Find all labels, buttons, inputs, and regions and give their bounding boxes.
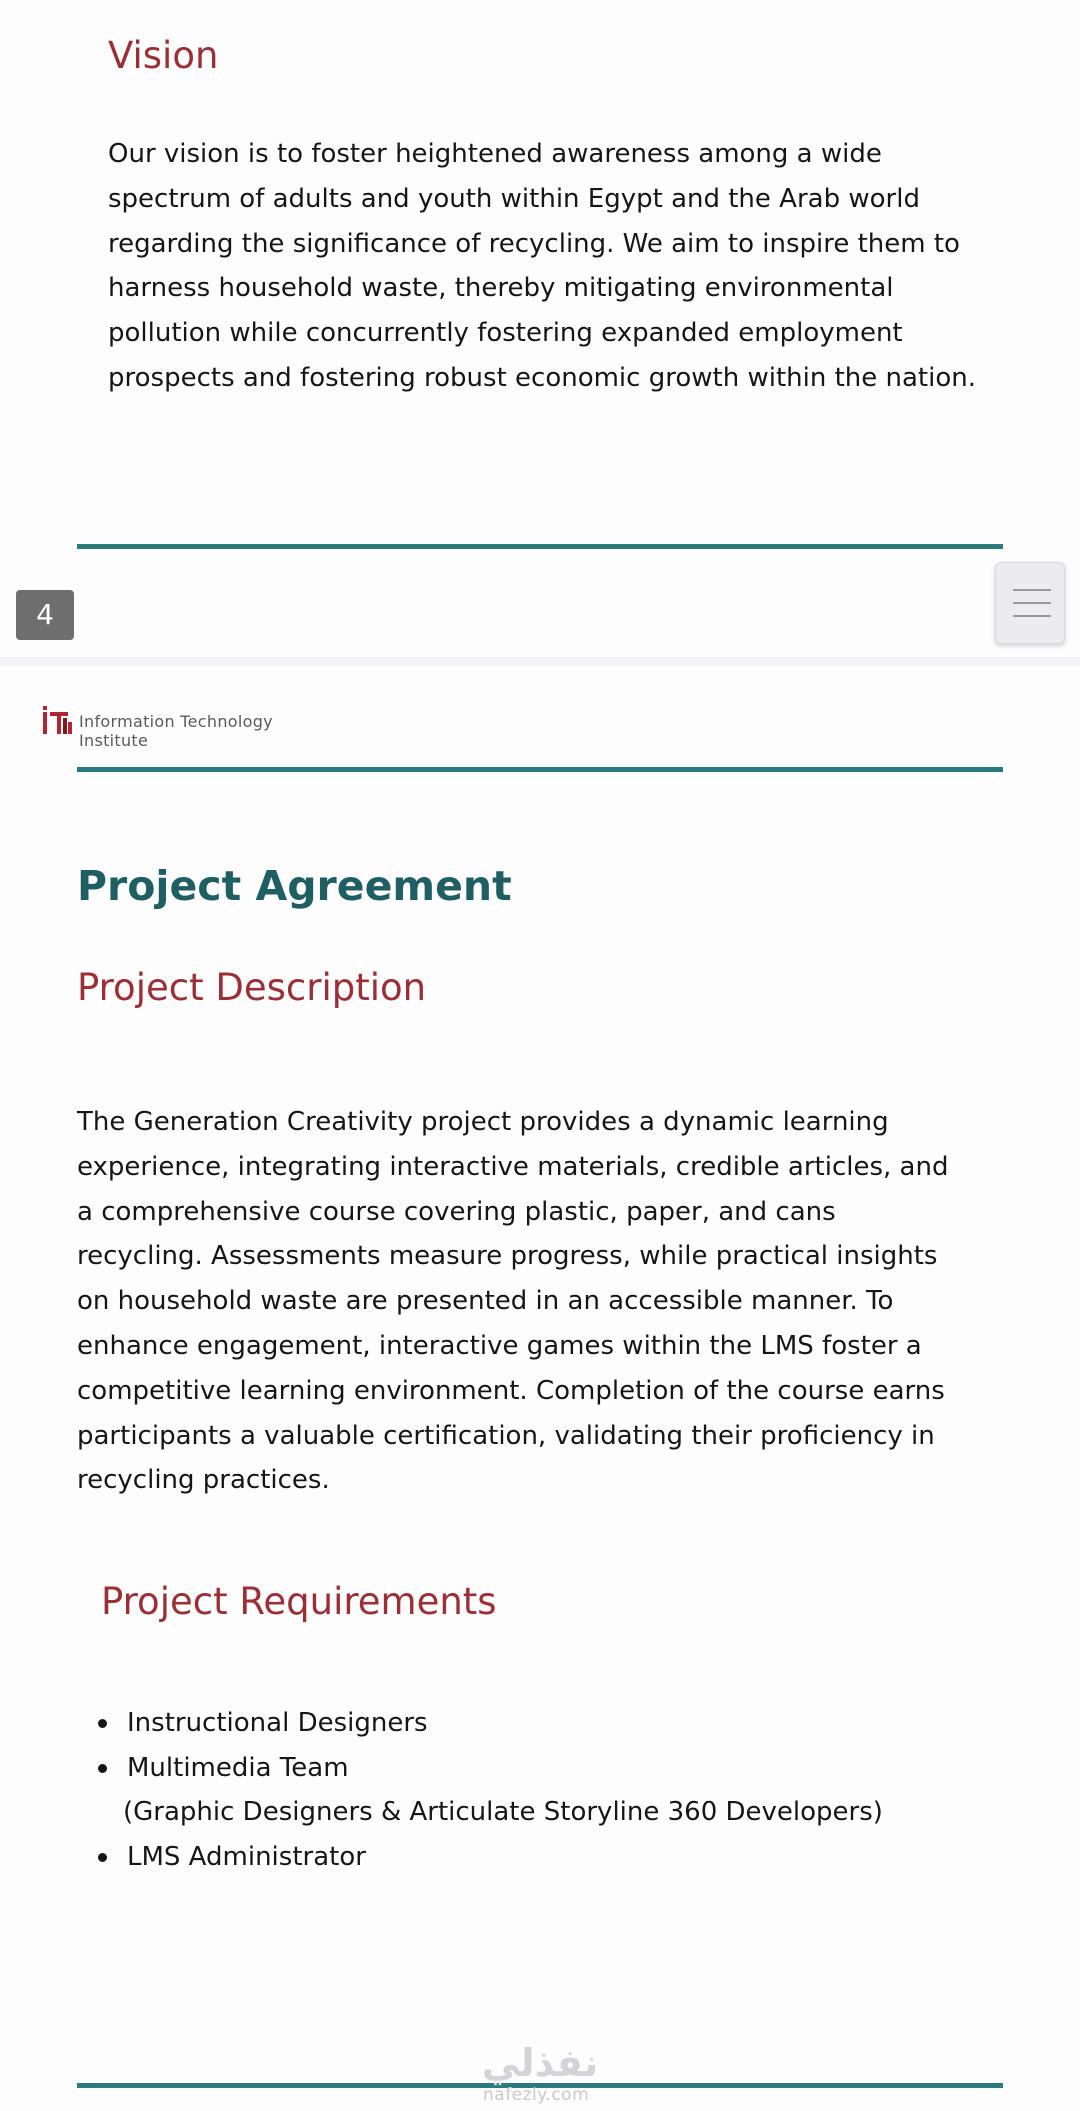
project-description-heading: Project Description <box>77 966 427 1009</box>
description-line: a comprehensive course covering plastic, paper, and cans <box>77 1196 836 1227</box>
description-line: experience, integrating interactive materials, credible articles, and <box>77 1151 949 1182</box>
page-number-badge: 4 <box>16 590 74 640</box>
logo-text-line: Information Technology <box>79 712 273 731</box>
description-line: competitive learning environment. Completion of the course earns <box>77 1375 945 1406</box>
vision-line: harness household waste, thereby mitigating environmental <box>108 273 894 304</box>
vision-heading: Vision <box>108 34 219 77</box>
page-header-rule <box>77 767 1003 772</box>
list-item-note: (Graphic Designers & Articulate Storyline 360 Developers) <box>123 1797 883 1827</box>
description-line: on household waste are presented in an accessible manner. To <box>77 1286 894 1317</box>
hamburger-icon-line <box>1013 589 1051 591</box>
menu-button[interactable] <box>995 562 1065 644</box>
list-item: Instructional Designers <box>90 1701 883 1746</box>
vision-line: prospects and fostering robust economic growth within the nation. <box>108 362 976 393</box>
watermark-arabic: نفذلي <box>481 2041 599 2085</box>
list-item: LMS Administrator <box>90 1835 883 1880</box>
vision-paragraph <box>108 132 976 401</box>
logo-text-line: Institute <box>79 731 149 750</box>
hamburger-icon-line <box>1013 602 1051 604</box>
description-line: recycling. Assessments measure progress, while practical insights <box>77 1241 938 1272</box>
description-line: The Generation Creativity project provides a dynamic learning <box>77 1107 889 1137</box>
description-line: enhance engagement, interactive games within the LMS foster a <box>77 1330 922 1361</box>
logo-text <box>79 712 273 750</box>
vision-line: regarding the significance of recycling. We aim to inspire them to <box>108 228 960 259</box>
project-requirements-heading: Project Requirements <box>101 1580 497 1623</box>
list-item: Multimedia Team <box>90 1746 883 1791</box>
requirements-list <box>90 1701 883 1879</box>
watermark-text: nafezly.com <box>483 2085 590 2105</box>
page-title: Project Agreement <box>77 862 512 910</box>
hamburger-icon-line <box>1013 615 1051 617</box>
vision-line: spectrum of adults and youth within Egypt and the Arab world <box>108 183 920 214</box>
document-page-4 <box>0 0 1080 657</box>
vision-line: Our vision is to foster heightened awareness among a wide <box>108 139 882 169</box>
description-line: participants a valuable certification, validating their proficiency in <box>77 1420 935 1451</box>
page-footer-rule <box>77 544 1003 549</box>
description-line: recycling practices. <box>77 1465 330 1496</box>
project-description-paragraph <box>77 1100 948 1503</box>
vision-line: pollution while concurrently fostering expanded employment <box>108 318 903 349</box>
